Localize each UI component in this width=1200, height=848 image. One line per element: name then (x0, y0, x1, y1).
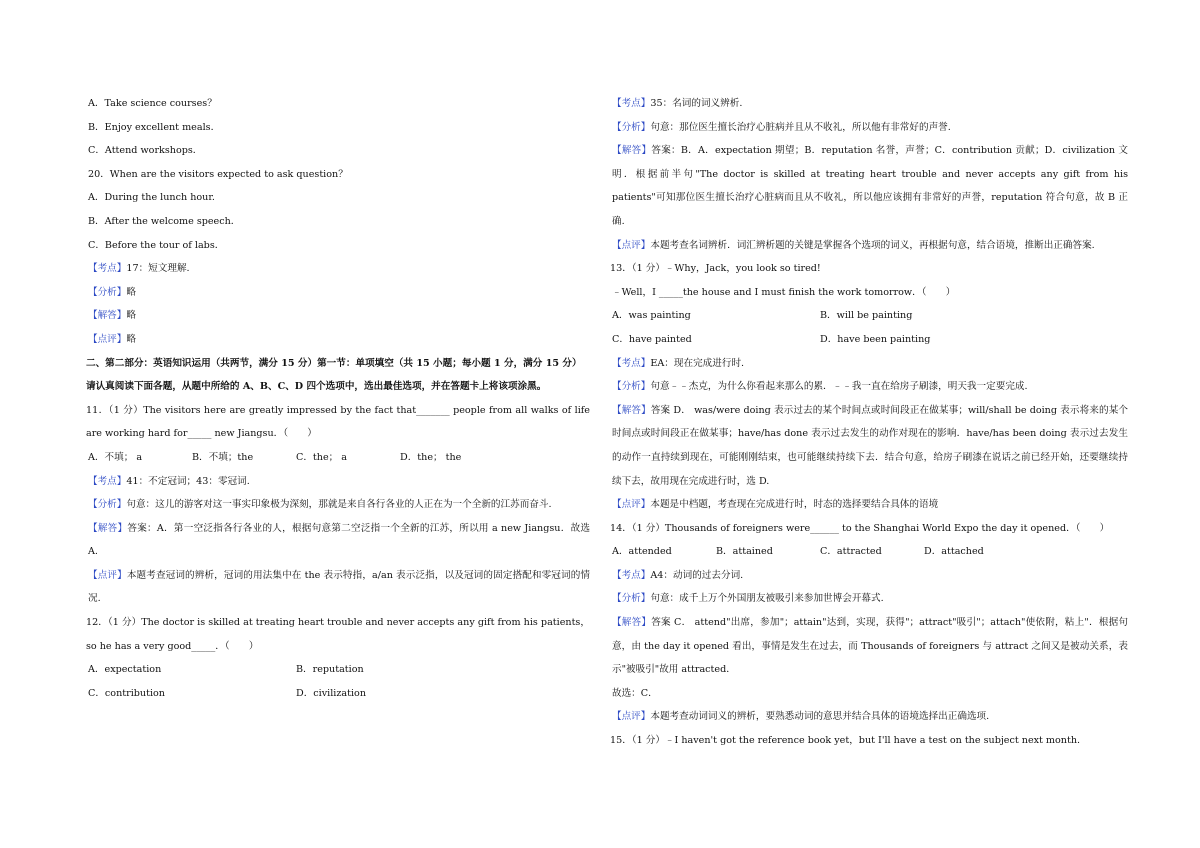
answer-option: C．contribution (88, 687, 165, 699)
question-stem: 13．（1 分）﹣Why，Jack，you look so tired! (610, 263, 821, 275)
explanation-text: 句意﹣﹣杰克，为什么你看起来那么的累．﹣﹣我一直在给房子刷漆，明天我一定要完成. (650, 381, 1028, 393)
right-column (610, 92, 1128, 753)
explanation-text: 本题考查冠词的辨析，冠词的用法集中在 the 表示特指，a/an 表示泛指，以及冠词的固定搭配和零冠词的情况. (88, 569, 591, 605)
explanation-line (610, 92, 1128, 116)
text-line: C．Before the tour of labs． (88, 239, 225, 251)
question-stem: 15．（1 分）﹣I haven't got the reference book yet，but I'll have a test on the subject next month. (610, 735, 1081, 747)
answer-options (610, 304, 1128, 328)
explanation-text: 略 (126, 286, 136, 298)
answer-option: C．have painted (612, 333, 692, 345)
text-line: B．After the welcome speech． (88, 215, 241, 227)
explanation-text: 35：名词的词义辨析. (650, 98, 743, 109)
explanation-text: 答案 D． was/were doing 表示过去的某个时间点或时间段正在做某事；will/shall be doing 表示将来的某个时间点或时间段正在做某事；have/has done 表示过去发生的动作对现在的影响．have/has been doing 表示过去发生的动作一直持续到现在，可能刚刚结束，也可能继续持续下去．结合句意，给房子刷漆在说话之前已经开始，还要继续持续下去，故用现在完成进行时，选 D. (612, 404, 1128, 487)
explanation-text: 答案：B．A．expectation 期望；B．reputation 名誉，声誉；C．contribution 贡献；D．civilization 文明．根据前半句"The doctor is skilled at treating heart trouble and never accepts any gift from his patients"可知那位医生擅长治疗心脏病而且从不收礼，所以他应该拥有非常好的声誉，reputation 符合句意，故 B 正确. (612, 145, 1128, 227)
explanation-text: 本题是中档题，考查现在完成进行时，时态的选择要结合具体的语境 (650, 499, 939, 511)
explanation-text: EA：现在完成进行时. (650, 357, 745, 369)
explanation-line (610, 352, 1128, 376)
explanation-text: 句意：这儿的游客对这一事实印象极为深刻，那就是来自各行各业的人正在为一个全新的江苏而奋斗. (126, 499, 552, 511)
explanation-line (610, 705, 1128, 729)
explanation-text: 句意：成千上万个外国朋友被吸引来参加世博会开幕式. (650, 593, 884, 605)
text-line: A．Take science courses？ (88, 98, 217, 109)
explanation-tag: 【分析】 (612, 381, 651, 393)
answer-option: A．expectation (88, 664, 162, 676)
explanation-tag: 【点评】 (88, 333, 127, 345)
section-heading: 二、第二部分：英语知识运用（共两节，满分 15 分）第一节：单项填空（共 15 小题；每小题 1 分，满分 15 分）请认真阅读下面各题，从题中所给的 A、B、C、D 四个选项中，选出最佳选项，并在答题卡上将该项涂黑。 (86, 357, 582, 393)
explanation-line (86, 517, 590, 564)
answer-option: D．civilization (296, 687, 367, 699)
question-stem: 12．（1 分）The doctor is skilled at treating heart trouble and never accepts any gift from his patients，so he has a very good_____．（ ） (86, 617, 590, 652)
explanation-line (86, 564, 590, 611)
explanation-line (86, 493, 590, 517)
answer-option: A．不填； a (88, 451, 143, 463)
explanation-line (610, 399, 1128, 493)
text-line: ﹣Well，I _____the house and I must finish the work tomorrow．（ ） (612, 286, 956, 298)
explanation-tag: 【解答】 (612, 617, 652, 629)
explanation-tag: 【考点】 (612, 357, 651, 369)
explanation-tag: 【考点】 (612, 98, 651, 109)
answer-option: D．the； the (400, 451, 462, 463)
explanation-tag: 【考点】 (612, 569, 651, 581)
explanation-text: 答案 C． attend"出席，参加"；attain"达到，实现，获得"；attract"吸引"；attach"使依附，粘上"．根据句意，由 the day it opened 看出，事情是发生在过去，而 Thousands of foreigners 与 attract 之间又是被动关系，表示"被吸引"故用 attracted． (612, 617, 1129, 676)
explanation-text: 41：不定冠词；43：零冠词. (126, 475, 250, 487)
explanation-text: 本题考查动词词义的辨析，要熟悉动词的意思并结合具体的语境选择出正确选项. (650, 711, 990, 723)
answer-options (86, 446, 590, 470)
explanation-tag: 【分析】 (88, 286, 127, 298)
answer-option: B．不填；the (192, 451, 254, 463)
explanation-tag: 【解答】 (88, 522, 128, 534)
answer-option: B．will be painting (820, 310, 913, 322)
answer-option: C．the； a (296, 451, 348, 463)
explanation-line (86, 470, 590, 494)
text-line: B．Enjoy excellent meals． (88, 121, 221, 133)
answer-options (86, 682, 590, 706)
explanation-tag: 【解答】 (612, 404, 651, 416)
explanation-text: 答案：A．第一空泛指各行各业的人，根据句意第二空泛指一个全新的江苏，所以用 a new Jiangsu．故选 A. (88, 522, 590, 558)
answer-option: C．attracted (820, 546, 882, 558)
text-line: 20．When are the visitors expected to ask question？ (88, 168, 348, 180)
explanation-text: A4：动词的过去分词. (650, 569, 744, 581)
explanation-line (610, 493, 1128, 517)
explanation-tag: 【点评】 (612, 711, 651, 723)
explanation-tag: 【解答】 (612, 145, 652, 157)
answer-options (610, 328, 1128, 352)
answer-option: A．was painting (612, 310, 691, 322)
explanation-line (610, 139, 1128, 233)
text-line: A．During the lunch hour. (88, 192, 215, 204)
explanation-tag: 【点评】 (612, 239, 651, 251)
explanation-line (610, 611, 1128, 682)
explanation-tag: 【点评】 (88, 569, 127, 581)
explanation-line (86, 257, 590, 281)
explanation-line (610, 587, 1128, 611)
explanation-text: 句意：那位医生擅长治疗心脏病并且从不收礼，所以他有非常好的声誉. (650, 121, 951, 133)
explanation-tag: 【解答】 (88, 310, 127, 322)
explanation-line (610, 116, 1128, 140)
answer-option: B．reputation (296, 664, 364, 676)
answer-option: D．attached (924, 546, 984, 558)
explanation-line (610, 375, 1128, 399)
answer-option: A．attended (612, 546, 672, 558)
explanation-tag: 【分析】 (612, 121, 651, 133)
explanation-text: 17：短文理解. (126, 263, 190, 275)
answer-option: B．attained (716, 546, 773, 558)
explanation-line (86, 328, 590, 352)
explanation-text: 本题考查名词辨析．词汇辨析题的关键是掌握各个选项的词义，再根据句意，结合语境，推断出正确答案. (650, 239, 1095, 251)
explanation-text: 略 (126, 333, 136, 345)
explanation-tag: 【考点】 (88, 263, 127, 275)
text-line: C．Attend workshops． (88, 145, 203, 157)
explanation-line (86, 281, 590, 305)
explanation-line (610, 234, 1128, 258)
text-line: 故选：C． (612, 687, 658, 699)
explanation-line (86, 304, 590, 328)
answer-options (610, 540, 1128, 564)
explanation-line (610, 564, 1128, 588)
explanation-text: 略 (126, 310, 136, 322)
explanation-tag: 【点评】 (612, 499, 651, 511)
left-column (86, 92, 590, 705)
explanation-tag: 【分析】 (612, 593, 651, 605)
question-stem: 11．（1 分）The visitors here are greatly impressed by the fact that_______ people from all walks of life are working hard for_____ new Jiangsu．（ ） (86, 404, 590, 440)
answer-options (86, 658, 590, 682)
explanation-tag: 【分析】 (88, 499, 127, 511)
explanation-tag: 【考点】 (88, 475, 127, 487)
question-stem: 14．（1 分）Thousands of foreigners were______ to the Shanghai World Expo the day it opened．（ ） (610, 522, 1110, 534)
answer-option: D．have been painting (820, 333, 931, 345)
